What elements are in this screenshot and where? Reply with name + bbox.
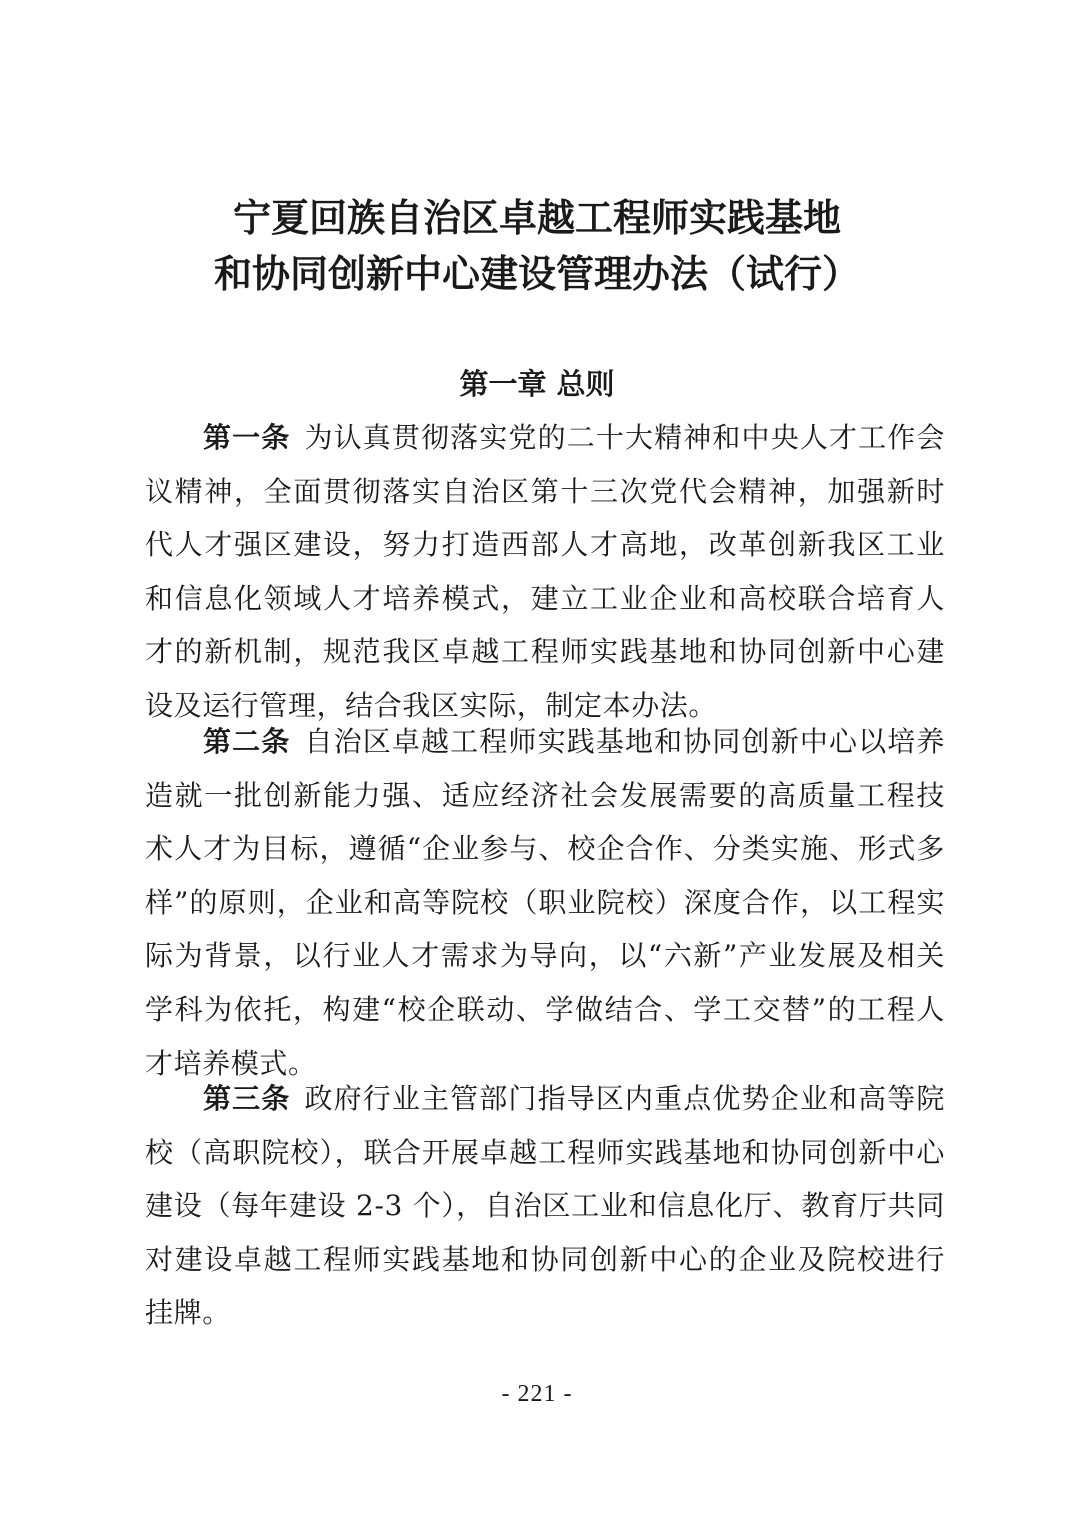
article-1-heading: 第一条	[203, 421, 291, 454]
article-2-heading: 第二条	[203, 725, 291, 758]
page-number: - 221 -	[501, 1381, 573, 1407]
article-3-text: 政府行业主管部门指导区内重点优势企业和高等院校（高职院校），联合开展卓越工程师实践基地和协同创新中心建设（每年建设 2-3 个），自治区工业和信息化厅、教育厅共同对建设卓越工程师实践基地和协同创新中心的企业及院校进行挂牌。	[145, 1082, 946, 1330]
article-2-text: 自治区卓越工程师实践基地和协同创新中心以培养造就一批创新能力强、适应经济社会发展需要的高质量工程技术人才为目标，遵循“企业参与、校企合作、分类实施、形式多样”的原则，企业和高等院校（职业院校）深度合作，以工程实际为背景，以行业人才需求为导向，以“六新”产业发展及相关学科为依托，构建“校企联动、学做结合、学工交替”的工程人才培养模式。	[145, 725, 946, 1080]
article-1	[145, 411, 945, 733]
document-title-line-2: 和协同创新中心建设管理办法（试行）	[213, 252, 860, 296]
document-title-line-1: 宁夏回族自治区卓越工程师实践基地	[232, 196, 841, 240]
chapter-heading: 第一章 总则	[459, 367, 615, 401]
article-2	[145, 715, 945, 1090]
article-3-heading: 第三条	[203, 1082, 291, 1115]
article-1-text: 为认真贯彻落实党的二十大精神和中央人才工作会议精神，全面贯彻落实自治区第十三次党代会精神，加强新时代人才强区建设，努力打造西部人才高地，改革创新我区工业和信息化领域人才培养模式，建立工业企业和高校联合培育人才的新机制，规范我区卓越工程师实践基地和协同创新中心建设及运行管理，结合我区实际，制定本办法。	[145, 421, 946, 722]
article-3	[145, 1072, 945, 1340]
